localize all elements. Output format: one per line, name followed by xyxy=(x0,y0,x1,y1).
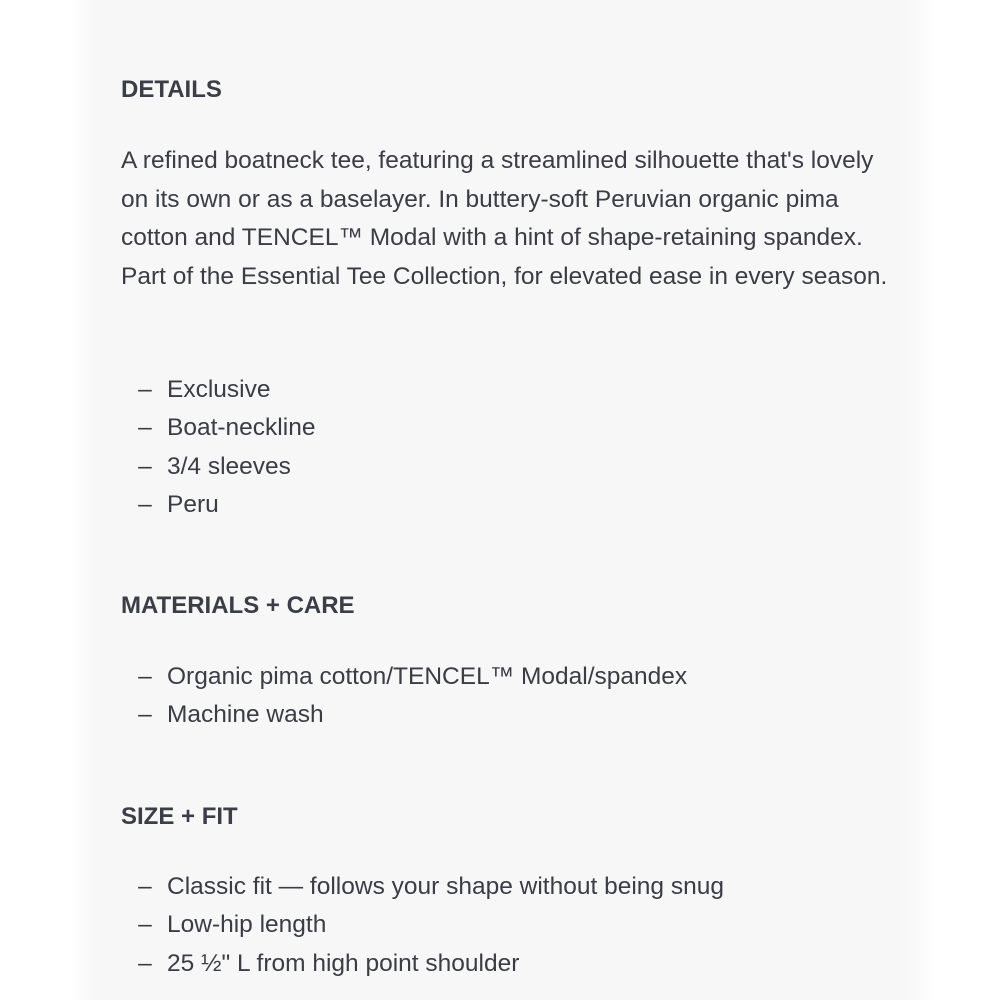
list-item-text: Boat-neckline xyxy=(167,414,316,442)
details-heading: DETAILS xyxy=(121,76,222,103)
materials-care-heading: MATERIALS + CARE xyxy=(121,592,355,619)
dash-bullet: – xyxy=(138,663,152,690)
dash-bullet: – xyxy=(138,376,152,403)
list-item-text: Machine wash xyxy=(167,701,324,729)
size-fit-heading: SIZE + FIT xyxy=(121,803,238,830)
dash-bullet: – xyxy=(138,873,152,900)
list-item-text: Low-hip length xyxy=(167,911,327,939)
dash-bullet: – xyxy=(138,414,152,442)
dash-bullet: – xyxy=(138,911,152,939)
dash-bullet: – xyxy=(138,452,152,480)
dash-bullet: – xyxy=(138,701,152,729)
details-description: A refined boatneck tee, featuring a streamlined silhouette that's lovely on its own or as a baselayer. In buttery-soft Peruvian organic pima cotton and TENCEL™ Modal with a hint of shape-retaining spandex. Part of the Essential Tee Collection, for elevated ease in every season. xyxy=(121,147,888,290)
dash-bullet: – xyxy=(138,490,152,518)
list-item-text: Classic fit — follows your shape without being snug xyxy=(167,873,724,900)
dash-bullet: – xyxy=(138,949,152,977)
list-item-text: 25 ½" L from high point shoulder xyxy=(167,949,520,977)
list-item-text: 3/4 sleeves xyxy=(167,452,291,480)
list-item-text: Exclusive xyxy=(167,376,271,403)
list-item-text: Organic pima cotton/TENCEL™ Modal/spandex xyxy=(167,663,688,690)
list-item-text: Peru xyxy=(167,490,219,518)
